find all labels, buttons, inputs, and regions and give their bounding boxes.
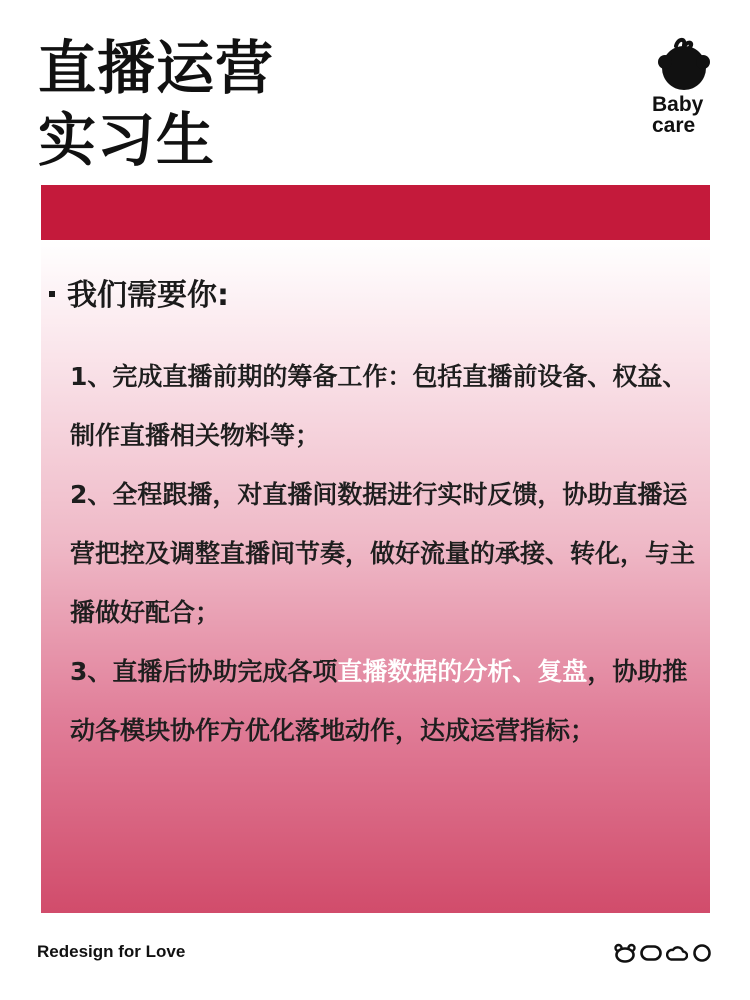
page-title — [38, 32, 274, 176]
cloud-icon — [666, 943, 688, 963]
brand-logo — [650, 36, 716, 140]
requirement-item-3-after: ，协助推动各模块协作方优化落地动作，达成运营指标； — [70, 657, 688, 745]
requirement-item-3 — [70, 642, 695, 760]
requirement-item-3-highlight: 直播数据的分析、复盘 — [337, 657, 588, 686]
brand-wordmark-line2: care — [652, 114, 696, 137]
capsule-icon — [640, 943, 662, 963]
circle-icon — [692, 943, 712, 963]
requirement-item-1: 1、完成直播前期的筹备工作：包括直播前设备、权益、制作直播相关物料等； — [70, 362, 688, 450]
bear-icon — [614, 943, 636, 963]
footer-slogan: Redesign for Love — [37, 942, 186, 961]
footer-icon-row — [614, 942, 712, 964]
brand-wordmark — [652, 94, 718, 136]
accent-band — [41, 185, 710, 240]
requirements-card — [41, 240, 710, 913]
page-title-line2: 实习生 — [38, 106, 216, 174]
bullet-dot — [49, 291, 55, 297]
page-title-line1: 直播运营 — [38, 34, 275, 102]
requirement-item-3-before: 3、直播后协助完成各项 — [70, 657, 338, 686]
section-heading-label: 我们需要你: — [67, 278, 229, 313]
section-heading — [49, 276, 229, 316]
babycare-head-logo-icon — [656, 36, 712, 92]
requirement-item-2: 2、全程跟播，对直播间数据进行实时反馈，协助直播运营把控及调整直播间节奏，做好流量的承接、转化，与主播做好配合； — [70, 480, 696, 627]
brand-wordmark-line1: Baby — [652, 93, 704, 116]
